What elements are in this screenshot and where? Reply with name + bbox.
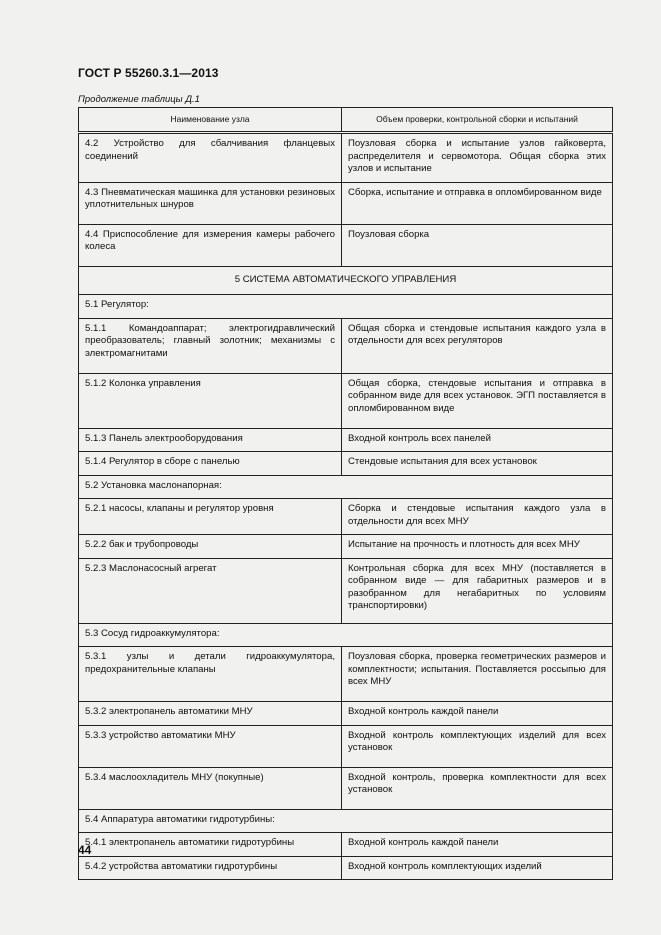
node-name-cell: 4.4 Приспособление для измерения камеры рабочего колеса: [79, 224, 342, 266]
table-body: [79, 133, 613, 880]
group-title: 5.3 Сосуд гидроаккумулятора:: [79, 623, 613, 647]
column-header-node-name: Наименование узла: [79, 108, 342, 133]
scope-cell: Входной контроль комплектующих изделий для всех установок: [342, 725, 613, 767]
node-name-cell: 4.3 Пневматическая машинка для установки резиновых уплотнительных шнуров: [79, 182, 342, 224]
document-code: ГОСТ Р 55260.3.1—2013: [78, 66, 219, 80]
node-name-cell: 5.2.2 бак и трубопроводы: [79, 535, 342, 559]
scope-cell: Входной контроль комплектующих изделий: [342, 856, 613, 880]
table-row: [79, 224, 613, 266]
node-name-cell: 5.1.4 Регулятор в сборе с панелью: [79, 452, 342, 476]
node-name-cell: 4.2 Устройство для сбалчивания фланцевых соединений: [79, 133, 342, 183]
table-row: [79, 558, 613, 623]
group-row: [79, 475, 613, 499]
node-name-cell: 5.4.1 электропанель автоматики гидротурбины: [79, 833, 342, 857]
scope-cell: Входной контроль каждой панели: [342, 833, 613, 857]
group-row: [79, 623, 613, 647]
page-number: 44: [78, 843, 92, 857]
table-row: [79, 182, 613, 224]
scope-cell: Входной контроль каждой панели: [342, 702, 613, 726]
node-name-cell: 5.1.3 Панель электрооборудования: [79, 428, 342, 452]
scope-cell: Общая сборка и стендовые испытания каждого узла в отдельности для всех регуляторов: [342, 318, 613, 373]
table-row: [79, 428, 613, 452]
node-name-cell: 5.3.2 электропанель автоматики МНУ: [79, 702, 342, 726]
group-row: [79, 809, 613, 833]
scope-cell: Входной контроль всех панелей: [342, 428, 613, 452]
table-row: [79, 767, 613, 809]
table-row: [79, 499, 613, 535]
scope-cell: Поузловая сборка, проверка геометрических размеров и комплектности; испытания. Поставляется россыпью для всех МНУ: [342, 647, 613, 702]
table-row: [79, 833, 613, 857]
group-title: 5.1 Регулятор:: [79, 295, 613, 319]
node-name-cell: 5.4.2 устройства автоматики гидротурбины: [79, 856, 342, 880]
node-name-cell: 5.3.4 маслоохладитель МНУ (покупные): [79, 767, 342, 809]
scope-cell: Сборка и стендовые испытания каждого узла в отдельности для всех МНУ: [342, 499, 613, 535]
specification-table: [78, 107, 613, 880]
node-name-cell: 5.3.3 устройство автоматики МНУ: [79, 725, 342, 767]
section-title: 5 СИСТЕМА АВТОМАТИЧЕСКОГО УПРАВЛЕНИЯ: [79, 266, 613, 295]
table-row: [79, 452, 613, 476]
table-row: [79, 725, 613, 767]
scope-cell: Общая сборка, стендовые испытания и отправка в собранном виде для всех установок. ЭГП поставляется в опломбированном виде: [342, 373, 613, 428]
table-row: [79, 702, 613, 726]
table-row: [79, 647, 613, 702]
group-title: 5.2 Установка маслонапорная:: [79, 475, 613, 499]
scope-cell: Контрольная сборка для всех МНУ (поставляется в собранном виде — для габаритных размеров и в разобранном для негабаритных по условиям транспортировки): [342, 558, 613, 623]
scope-cell: Входной контроль, проверка комплектности для всех установок: [342, 767, 613, 809]
table-row: [79, 318, 613, 373]
scope-cell: Сборка, испытание и отправка в опломбированном виде: [342, 182, 613, 224]
node-name-cell: 5.2.1 насосы, клапаны и регулятор уровня: [79, 499, 342, 535]
table-row: [79, 856, 613, 880]
section-row: [79, 266, 613, 295]
table-caption: Продолжение таблицы Д.1: [78, 94, 200, 105]
scope-cell: Испытание на прочность и плотность для всех МНУ: [342, 535, 613, 559]
group-title: 5.4 Аппаратура автоматики гидротурбины:: [79, 809, 613, 833]
table-row: [79, 373, 613, 428]
table-header-row: [79, 108, 613, 133]
node-name-cell: 5.2.3 Маслонасосный агрегат: [79, 558, 342, 623]
scope-cell: Поузловая сборка: [342, 224, 613, 266]
node-name-cell: 5.1.2 Колонка управления: [79, 373, 342, 428]
table-row: [79, 535, 613, 559]
node-name-cell: 5.1.1 Командоаппарат; электрогидравлический преобразователь; главный золотник; механизмы с электромагнитами: [79, 318, 342, 373]
table-row: [79, 133, 613, 183]
column-header-scope: Объем проверки, контрольной сборки и испытаний: [342, 108, 613, 133]
group-row: [79, 295, 613, 319]
scope-cell: Поузловая сборка и испытание узлов гайковерта, распределителя и сервомотора. Общая сборка этих узлов и испытание: [342, 133, 613, 183]
node-name-cell: 5.3.1 узлы и детали гидроаккумулятора, предохранительные клапаны: [79, 647, 342, 702]
scope-cell: Стендовые испытания для всех установок: [342, 452, 613, 476]
